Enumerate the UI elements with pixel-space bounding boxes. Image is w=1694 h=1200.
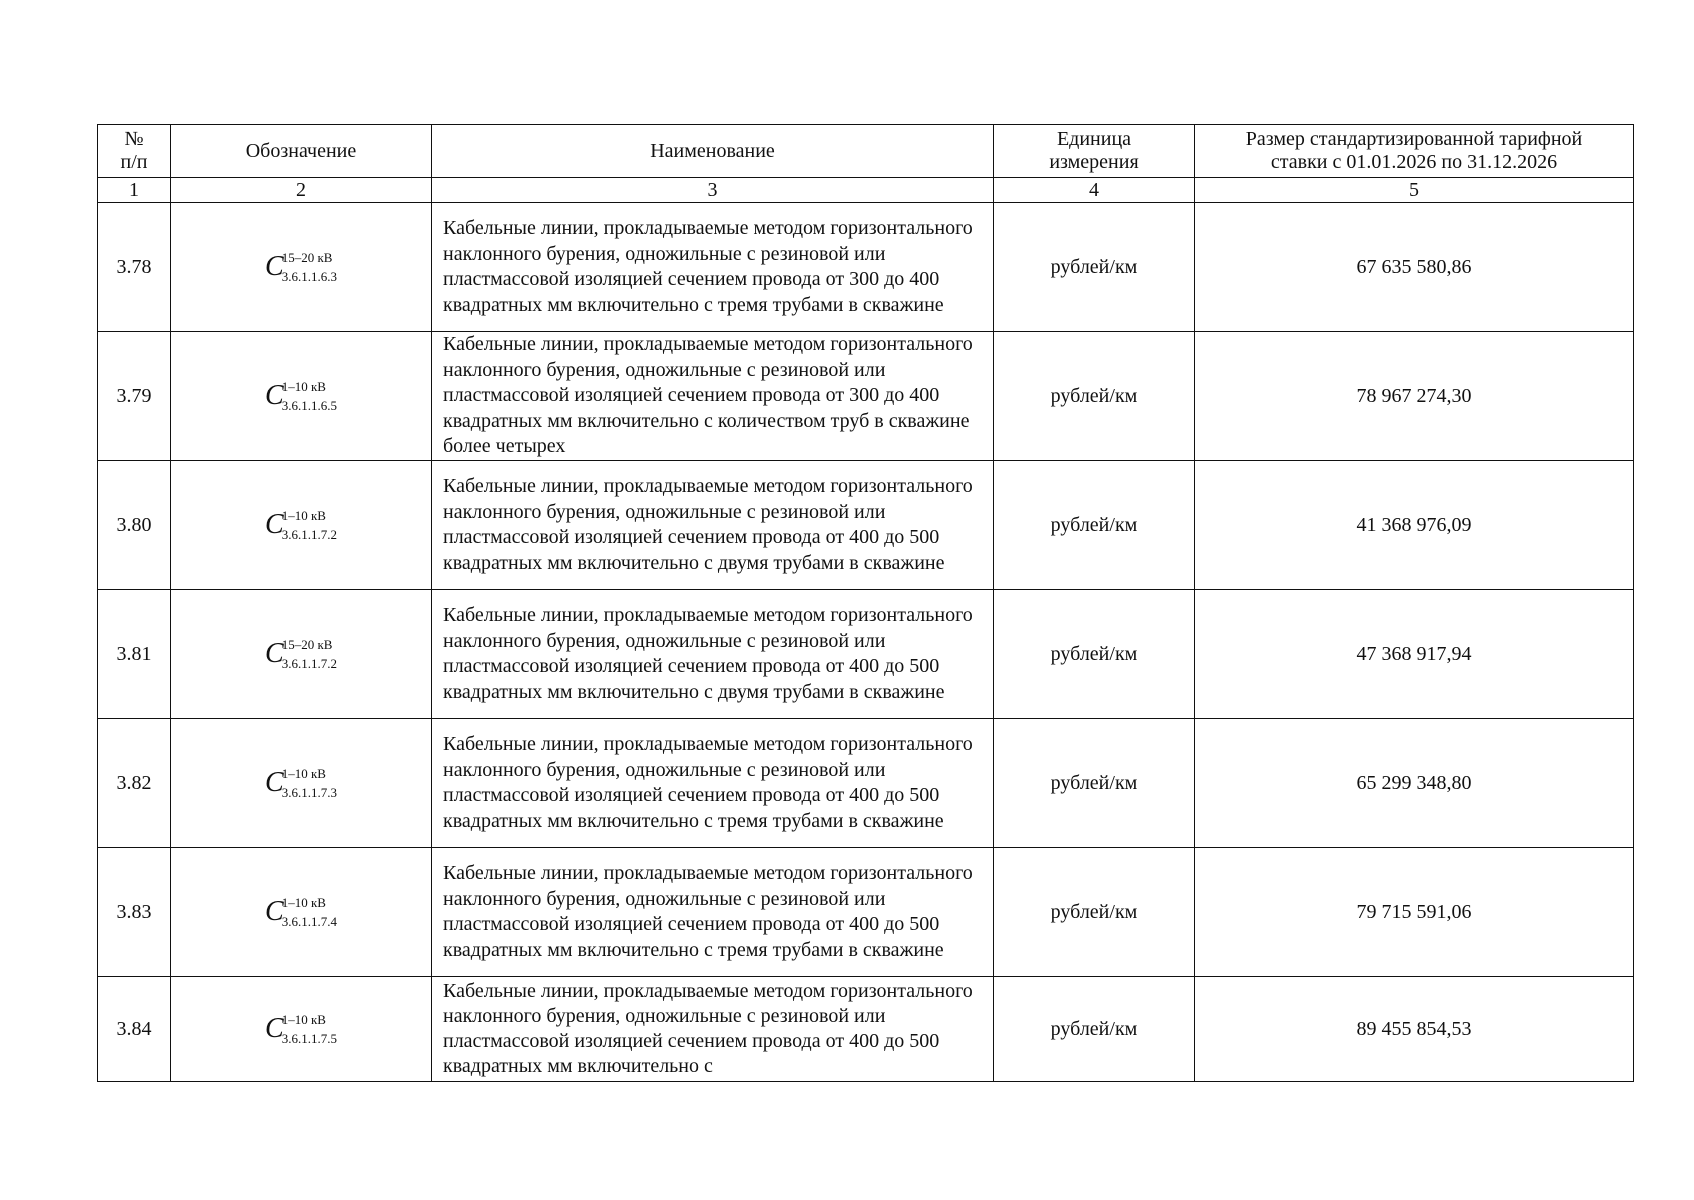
name-cell: Кабельные линии, прокладываемые методом горизонтального наклонного бурения, одножильные с резиновой или пластмассовой изоляцией сечением провода от 400 до 500 квадратных мм включительно с двумя трубами в скважине xyxy=(432,590,994,719)
column-number: 3 xyxy=(432,178,994,203)
rate-cell: 67 635 580,86 xyxy=(1195,203,1634,332)
designation-cell xyxy=(171,977,432,1082)
row-number: 3.83 xyxy=(98,848,171,977)
name-cell: Кабельные линии, прокладываемые методом горизонтального наклонного бурения, одножильные с резиновой или пластмассовой изоляцией сечением провода от 400 до 500 квадратных мм включительно с тремя трубами в скважине xyxy=(432,719,994,848)
designation-base: C xyxy=(265,509,284,540)
designation-scripts xyxy=(282,639,337,669)
table-row xyxy=(98,461,1634,590)
designation-base: C xyxy=(265,767,284,798)
table-row xyxy=(98,590,1634,719)
rate-cell: 78 967 274,30 xyxy=(1195,332,1634,461)
rate-cell: 65 299 348,80 xyxy=(1195,719,1634,848)
unit-cell: рублей/км xyxy=(994,719,1195,848)
column-number: 1 xyxy=(98,178,171,203)
table-row xyxy=(98,332,1634,461)
designation-scripts xyxy=(282,381,337,411)
header-number xyxy=(98,125,171,178)
row-number: 3.78 xyxy=(98,203,171,332)
designation-superscript: 1–10 кВ xyxy=(281,1012,326,1027)
unit-cell: рублей/км xyxy=(994,977,1195,1082)
designation-formula xyxy=(265,252,337,282)
rate-cell: 47 368 917,94 xyxy=(1195,590,1634,719)
unit-cell: рублей/км xyxy=(994,203,1195,332)
column-number: 2 xyxy=(171,178,432,203)
designation-subscript: 3.6.1.1.7.2 xyxy=(281,656,337,671)
row-number: 3.79 xyxy=(98,332,171,461)
designation-subscript: 3.6.1.1.7.5 xyxy=(281,1031,337,1046)
designation-cell xyxy=(171,332,432,461)
row-number: 3.82 xyxy=(98,719,171,848)
designation-subscript: 3.6.1.1.6.3 xyxy=(281,269,337,284)
designation-base: C xyxy=(265,380,284,411)
header-name xyxy=(432,125,994,178)
header-rate-label: Размер стандартизированной тарифной ставки с 01.01.2026 по 31.12.2026 xyxy=(1245,128,1583,173)
column-number-row xyxy=(98,178,1634,203)
designation-scripts xyxy=(282,252,337,282)
designation-cell xyxy=(171,590,432,719)
table-body xyxy=(98,203,1634,1082)
designation-base: C xyxy=(265,638,284,669)
header-unit xyxy=(994,125,1195,178)
designation-scripts xyxy=(282,768,337,798)
designation-scripts xyxy=(282,1014,337,1044)
designation-formula xyxy=(265,381,337,411)
unit-cell: рублей/км xyxy=(994,590,1195,719)
designation-cell xyxy=(171,719,432,848)
designation-formula xyxy=(265,510,337,540)
name-cell: Кабельные линии, прокладываемые методом горизонтального наклонного бурения, одножильные с резиновой или пластмассовой изоляцией сечением провода от 300 до 400 квадратных мм включительно с тремя трубами в скважине xyxy=(432,203,994,332)
designation-subscript: 3.6.1.1.7.3 xyxy=(281,785,337,800)
designation-superscript: 1–10 кВ xyxy=(281,766,326,781)
header-designation xyxy=(171,125,432,178)
row-number: 3.84 xyxy=(98,977,171,1082)
designation-cell xyxy=(171,848,432,977)
table-row xyxy=(98,719,1634,848)
row-number: 3.80 xyxy=(98,461,171,590)
header-number-label: № п/п xyxy=(120,128,148,173)
column-number: 5 xyxy=(1195,178,1634,203)
table-row xyxy=(98,848,1634,977)
unit-cell: рублей/км xyxy=(994,848,1195,977)
table-row xyxy=(98,977,1634,1082)
designation-formula xyxy=(265,639,337,669)
rate-cell: 79 715 591,06 xyxy=(1195,848,1634,977)
column-number: 4 xyxy=(994,178,1195,203)
designation-scripts xyxy=(282,510,337,540)
unit-cell: рублей/км xyxy=(994,461,1195,590)
designation-base: C xyxy=(265,896,284,927)
designation-superscript: 1–10 кВ xyxy=(281,895,326,910)
rate-cell: 89 455 854,53 xyxy=(1195,977,1634,1082)
designation-cell xyxy=(171,203,432,332)
name-cell: Кабельные линии, прокладываемые методом горизонтального наклонного бурения, одножильные с резиновой или пластмассовой изоляцией сечением провода от 300 до 400 квадратных мм включительно с количеством труб в скважине более четырех xyxy=(432,332,994,461)
designation-superscript: 15–20 кВ xyxy=(281,637,333,652)
designation-subscript: 3.6.1.1.7.4 xyxy=(281,914,337,929)
designation-base: C xyxy=(265,251,284,282)
name-cell: Кабельные линии, прокладываемые методом горизонтального наклонного бурения, одножильные с резиновой или пластмассовой изоляцией сечением провода от 400 до 500 квадратных мм включительно с двумя трубами в скважине xyxy=(432,461,994,590)
designation-subscript: 3.6.1.1.7.2 xyxy=(281,527,337,542)
designation-formula xyxy=(265,768,337,798)
header-name-label: Наименование xyxy=(650,139,775,162)
table-header-row xyxy=(98,125,1634,178)
designation-formula xyxy=(265,897,337,927)
designation-subscript: 3.6.1.1.6.5 xyxy=(281,398,337,413)
header-rate xyxy=(1195,125,1634,178)
name-cell: Кабельные линии, прокладываемые методом горизонтального наклонного бурения, одножильные с резиновой или пластмассовой изоляцией сечением провода от 400 до 500 квадратных мм включительно с xyxy=(432,977,994,1082)
designation-scripts xyxy=(282,897,337,927)
unit-cell: рублей/км xyxy=(994,332,1195,461)
header-designation-label: Обозначение xyxy=(245,139,357,162)
rate-cell: 41 368 976,09 xyxy=(1195,461,1634,590)
tariff-table xyxy=(97,124,1634,1082)
table-row xyxy=(98,203,1634,332)
designation-cell xyxy=(171,461,432,590)
header-unit-label: Единица измерения xyxy=(1049,128,1139,173)
designation-formula xyxy=(265,1014,337,1044)
designation-base: C xyxy=(265,1013,284,1044)
name-cell: Кабельные линии, прокладываемые методом горизонтального наклонного бурения, одножильные с резиновой или пластмассовой изоляцией сечением провода от 400 до 500 квадратных мм включительно с тремя трубами в скважине xyxy=(432,848,994,977)
designation-superscript: 1–10 кВ xyxy=(281,379,326,394)
designation-superscript: 1–10 кВ xyxy=(281,508,326,523)
row-number: 3.81 xyxy=(98,590,171,719)
designation-superscript: 15–20 кВ xyxy=(281,250,333,265)
